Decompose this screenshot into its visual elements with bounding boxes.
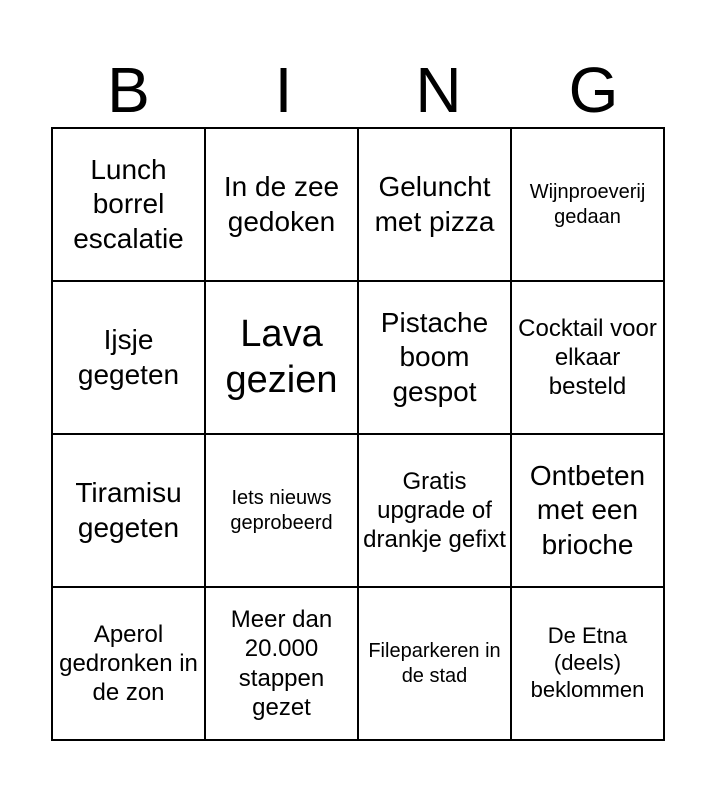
bingo-cell[interactable]: Fileparkeren in de stad: [358, 587, 511, 740]
bingo-cell[interactable]: Wijnproeverij gedaan: [511, 128, 664, 281]
bingo-cell[interactable]: Ijsje gegeten: [52, 281, 205, 434]
bingo-cell[interactable]: Gratis upgrade of drankje gefixt: [358, 434, 511, 587]
bingo-cell[interactable]: Iets nieuws geprobeerd: [205, 434, 358, 587]
bingo-cell[interactable]: Tiramisu gegeten: [52, 434, 205, 587]
bingo-cell[interactable]: Pistache boom gespot: [358, 281, 511, 434]
bingo-cell[interactable]: Aperol gedronken in de zon: [52, 587, 205, 740]
header-letter-b: B: [107, 54, 150, 126]
bingo-cell[interactable]: Cocktail voor elkaar besteld: [511, 281, 664, 434]
header-letter-n: N: [415, 54, 462, 126]
header-letter-g: G: [568, 54, 619, 126]
bingo-cell[interactable]: Meer dan 20.000 stappen gezet: [205, 587, 358, 740]
bingo-cell[interactable]: In de zee gedoken: [205, 128, 358, 281]
bingo-board: [51, 127, 665, 741]
board-row: [52, 434, 664, 587]
board-row: [52, 128, 664, 281]
bingo-cell[interactable]: De Etna (deels) beklommen: [511, 587, 664, 740]
bingo-cell[interactable]: Ontbeten met een brioche: [511, 434, 664, 587]
bingo-cell[interactable]: Lava gezien: [205, 281, 358, 434]
header-letter-i: I: [274, 54, 293, 126]
bingo-header: [51, 55, 671, 125]
board-row: [52, 587, 664, 740]
board-row: [52, 281, 664, 434]
bingo-cell[interactable]: Lunch borrel escalatie: [52, 128, 205, 281]
bingo-cell[interactable]: Geluncht met pizza: [358, 128, 511, 281]
